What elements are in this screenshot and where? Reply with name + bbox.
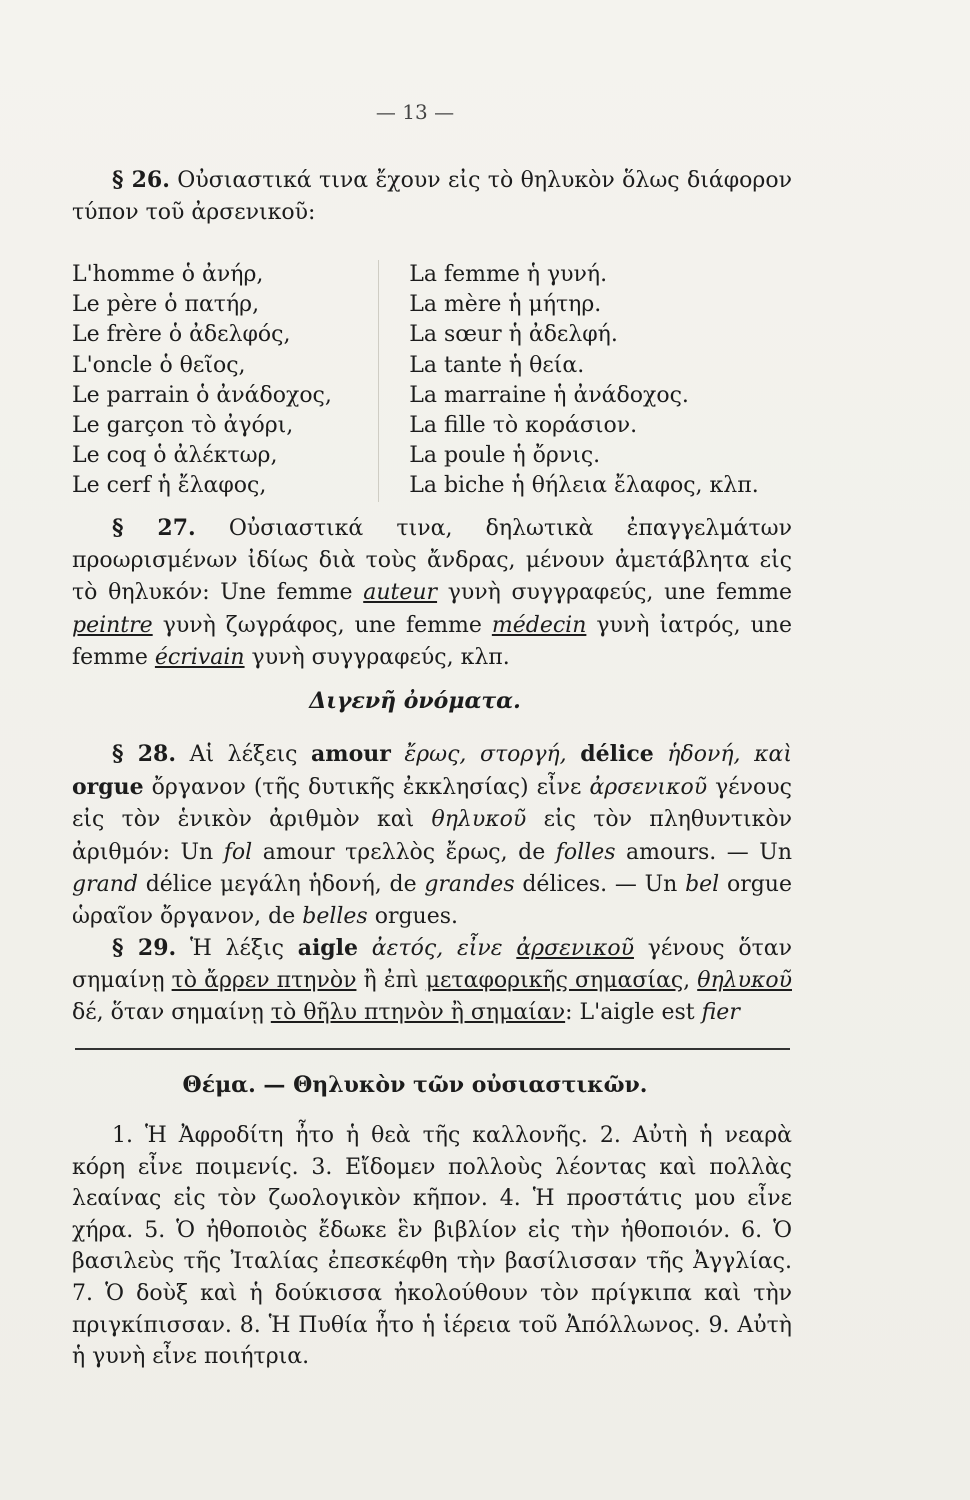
- underlined-word: τὸ θῆλυ πτηνὸν ἢ σημαίαν: [270, 1000, 566, 1026]
- emphasized-word: fier: [701, 1000, 740, 1026]
- feminine-form: La sœur ἡ ἀδελφή.: [378, 320, 792, 350]
- text-run: δέ, ὅταν σημαίνῃ: [72, 1000, 271, 1026]
- text-run: Αἱ λέξεις: [176, 742, 312, 767]
- section-label: § 29.: [112, 935, 177, 961]
- section-27: [72, 512, 792, 674]
- text-run: : L'aigle est: [565, 1000, 702, 1026]
- feminine-form: La marraine ἡ ἀνάδοχος.: [378, 381, 792, 411]
- text-run: ἡδονή, καὶ: [653, 742, 792, 767]
- text-run: délices. — Un: [514, 871, 686, 897]
- table-row: [72, 381, 792, 411]
- section-label: § 28.: [112, 741, 177, 767]
- underlined-word: τὸ ἄρρεν πτηνὸν: [171, 968, 357, 994]
- text-run: γένους εἰς τὸν ἑνικὸν ἀριθμὸν καὶ: [72, 775, 792, 833]
- table-row: [72, 351, 792, 381]
- section-divider: [75, 1048, 790, 1050]
- page-number: — 13 —: [375, 100, 455, 124]
- feminine-form: La biche ἡ θήλεια ἔλαφος, κλπ.: [378, 471, 792, 501]
- feminine-form: La mère ἡ μήτηρ.: [378, 290, 792, 320]
- section-26-intro: [72, 164, 792, 229]
- text-run: γένους ὅταν σημαίνῃ: [72, 936, 792, 994]
- table-row: [72, 471, 792, 501]
- section-29: [72, 932, 792, 1030]
- text-run: ,: [683, 968, 698, 994]
- text-run: εἰς τὸν πληθυντικὸν ἀριθμόν: Un: [72, 807, 792, 865]
- bold-word: aigle: [297, 935, 359, 961]
- table-row: [72, 411, 792, 441]
- emphasized-word: auteur: [363, 580, 438, 606]
- text-run: γυνὴ συγγραφεύς, une femme: [437, 580, 793, 606]
- emphasized-word: folles: [555, 839, 616, 865]
- text-run: délice μεγάλη ἡδονή, de: [137, 871, 425, 897]
- masculine-form: Le père ὁ πατήρ,: [72, 292, 260, 318]
- masculine-form: L'homme ὁ ἀνήρ,: [72, 262, 264, 287]
- masculine-form: Le garçon τὸ ἀγόρι,: [72, 412, 294, 438]
- text-run: γυνὴ ἰατρός, une femme: [72, 612, 792, 670]
- exercise-paragraph: 1. Ἡ Ἀφροδίτη ἦτο ἡ θεὰ τῆς καλλονῆς. 2. Αὐτὴ ἡ νεαρὰ κόρη εἶνε ποιμενίς. 3. Εἴδομεν πολλοὺς λέοντας καὶ πολλὰς λεαίνας εἰς τὸν ζωολογικὸν κῆπον. 4. Ἡ προστάτις μου εἶνε χήρα. 5. Ὁ ἠθοποιὸς ἔδωκε ἓν βιβλίον εἰς τὴν ἠθοποιόν. 6. Ὁ βασιλεὺς τῆς Ἰταλίας ἐπεσκέφθη τὴν βασίλισσαν τῆς Ἀγγλίας. 7. Ὁ δοὺξ καὶ ἡ δούκισσα ἠκολούθουν τὸν πρίγκιπα καὶ τὴν πριγκίπισσαν. 8. Ἡ Πυθία ἦτο ἡ ἱέρεια τοῦ Ἀπόλλωνος. 9. Αὐτὴ ἡ γυνὴ εἶνε ποιήτρια.: [72, 1123, 792, 1370]
- emphasized-word: θηλυκοῦ: [431, 807, 527, 833]
- text-run: Ἡ λέξις: [176, 936, 298, 961]
- heading-exercise: Θέμα. — Θηλυκὸν τῶν οὐσιαστικῶν.: [182, 1072, 648, 1098]
- masculine-form: L'oncle ὁ θεῖος,: [72, 352, 246, 378]
- masculine-form: Le cerf ἡ ἔλαφος,: [72, 473, 267, 499]
- emphasized-word: ἀρσενικοῦ: [589, 775, 708, 801]
- emphasized-word: grandes: [424, 871, 515, 897]
- emphasized-word: fol: [223, 839, 253, 865]
- underlined-word: μεταφορικῆς σημασίας: [425, 968, 684, 994]
- feminine-form: La fille τὸ κοράσιον.: [378, 411, 792, 441]
- text-run: ἀετός, εἶνε: [358, 936, 517, 961]
- emphasized-word: peintre: [72, 612, 153, 638]
- table-row: [72, 290, 792, 320]
- exercise-text: [72, 1120, 792, 1373]
- heading-common-gender-nouns: Διγενῆ ὀνόματα.: [309, 688, 521, 714]
- text-run: orgues.: [367, 904, 459, 930]
- underlined-word: θηλυκοῦ: [697, 968, 792, 994]
- gender-pairs-table: [72, 260, 792, 502]
- feminine-form: La femme ἡ γυνή.: [378, 260, 792, 290]
- text-run: amour τρελλὸς ἔρως, de: [252, 839, 556, 865]
- masculine-form: Le parrain ὁ ἀνάδοχος,: [72, 382, 332, 408]
- section-28: [72, 738, 792, 933]
- emphasized-word: écrivain: [154, 644, 245, 670]
- emphasized-word: grand: [72, 871, 138, 897]
- text-run: ὄργανον (τῆς δυτικῆς ἐκκλησίας) εἶνε: [143, 775, 590, 801]
- emphasized-word: bel: [685, 871, 720, 897]
- underlined-word: ἀρσενικοῦ: [516, 936, 634, 961]
- text-run: γυνὴ συγγραφεύς, κλπ.: [244, 644, 510, 670]
- feminine-form: La poule ἡ ὄρνις.: [378, 441, 792, 471]
- text-run: orgue ὡραῖον ὄργανον, de: [72, 871, 792, 930]
- masculine-form: Le coq ὁ ἀλέκτωρ,: [72, 443, 278, 469]
- emphasized-word: médecin: [491, 612, 587, 638]
- text-run: ἔρως, στοργή,: [390, 742, 581, 767]
- text-run: γυνὴ ζωγράφος, une femme: [152, 612, 492, 638]
- emphasized-word: belles: [302, 904, 368, 930]
- bold-word: orgue: [72, 774, 144, 801]
- section-label: § 27.: [112, 515, 196, 541]
- feminine-form: La tante ἡ θεία.: [378, 351, 792, 381]
- text-run: Οὐσιαστικά τινα, δηλωτικὰ ἐπαγγελμάτων προωρισμένων ἰδίως διὰ τοὺς ἄνδρας, μένουν ἀμετάβλητα εἰς τὸ θηλυκόν: Une femme: [72, 516, 792, 606]
- bold-word: amour: [311, 741, 391, 767]
- section-label: § 26.: [112, 167, 170, 193]
- table-row: [72, 320, 792, 350]
- text-run: ἢ ἐπὶ: [356, 968, 426, 994]
- text-run: amours. — Un: [615, 839, 792, 865]
- section-text: Οὐσιαστικά τινα ἔχουν εἰς τὸ θηλυκὸν ὅλως διάφορον τύπον τοῦ ἀρσενικοῦ:: [72, 168, 792, 226]
- bold-word: délice: [580, 741, 654, 767]
- table-row: [72, 260, 792, 290]
- masculine-form: Le frère ὁ ἀδελφός,: [72, 322, 291, 348]
- table-row: [72, 441, 792, 471]
